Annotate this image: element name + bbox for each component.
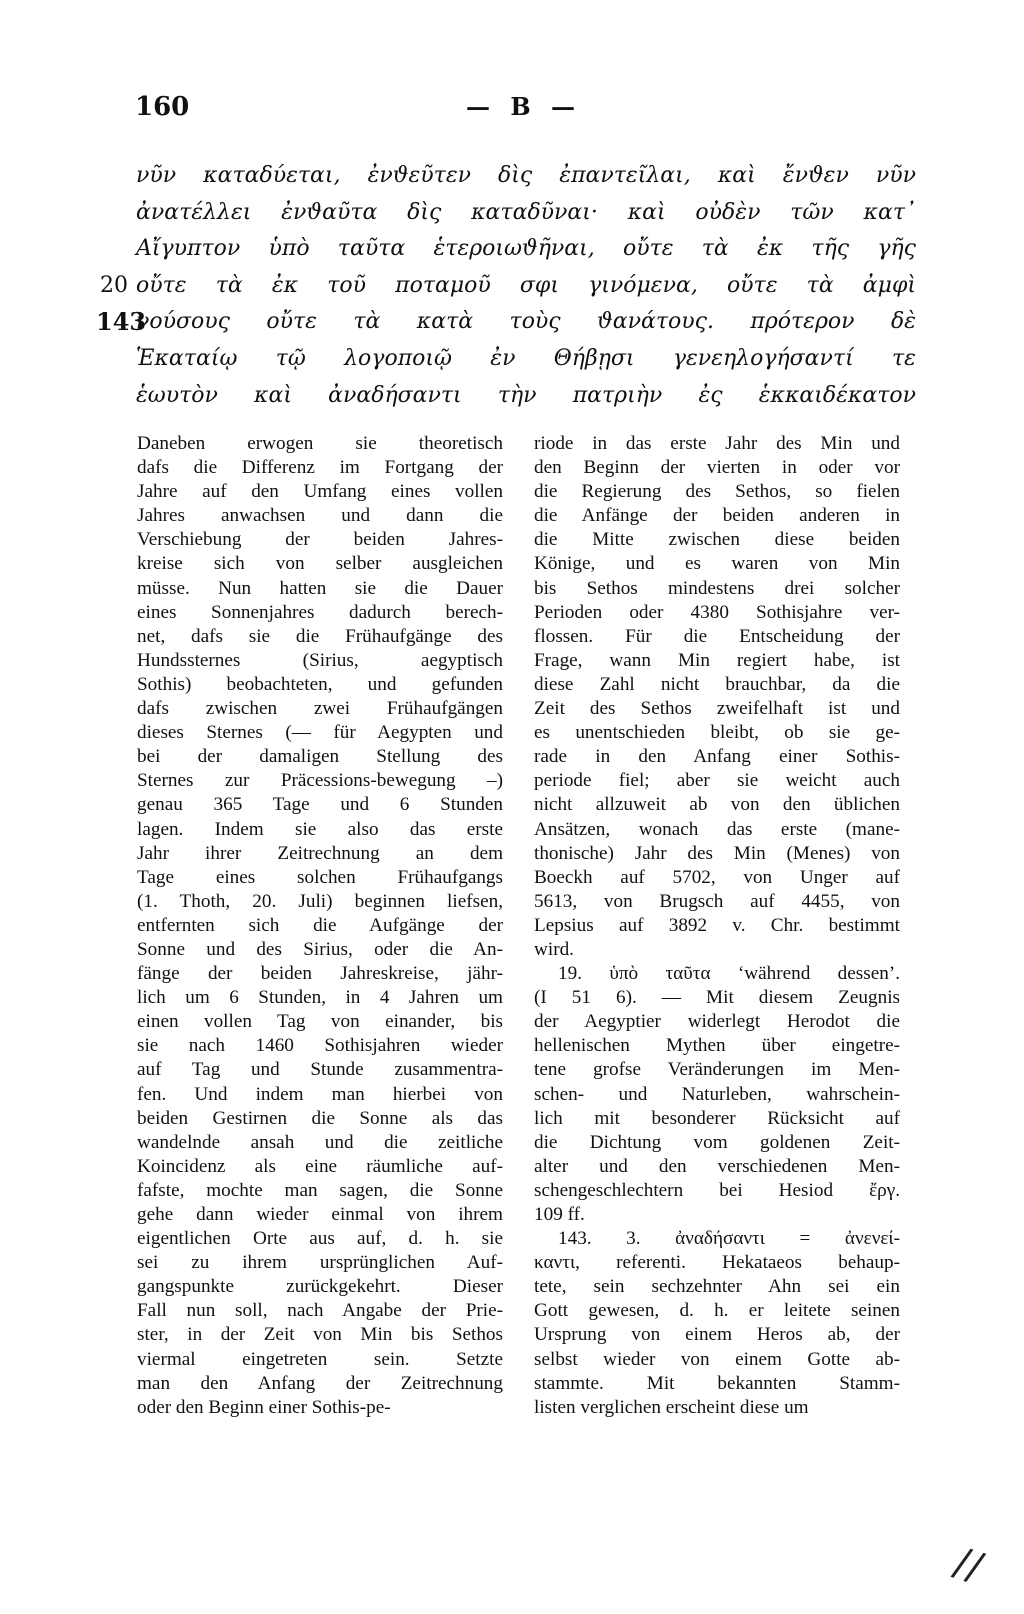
commentary-line: 19. ὑπὸ ταῦτα ‘während dessen’.	[558, 963, 900, 985]
commentary-line: Hundssternes (Sirius, aegyptisch	[137, 649, 503, 671]
commentary-line: wird.	[534, 938, 574, 960]
commentary-line: die Regierung des Sethos, so fielen	[534, 481, 900, 503]
commentary-line: stammte. Mit bekannten Stamm-	[534, 1372, 900, 1394]
commentary-line: schengeschlechtern bei Hesiod ἔργ.	[534, 1179, 900, 1201]
commentary-line: Verschiebung der beiden Jahres-	[137, 529, 503, 551]
commentary-line: Koincidenz als eine räumliche auf-	[137, 1155, 503, 1177]
commentary-line: 109 ff.	[534, 1204, 585, 1225]
commentary-line: die Anfänge der beiden anderen in	[534, 505, 900, 527]
commentary-line: lagen. Indem sie also das erste	[137, 818, 503, 840]
greek-line-text: νῦν καταδύεται, ἐνϑεῦτεν δὶς ἐπαντεῖλαι, καὶ ἔνϑεν νῦν	[136, 163, 916, 188]
commentary-line: Könige, und es waren von Min	[534, 553, 900, 575]
commentary-line: tene grofse Veränderungen im Men-	[534, 1059, 900, 1081]
commentary-line: der Aegyptier widerlegt Herodot die	[534, 1011, 900, 1033]
handwritten-mark: //	[948, 1538, 989, 1592]
greek-line	[100, 268, 916, 305]
commentary-line: Jahres anwachsen und dann die	[137, 505, 503, 527]
greek-line	[136, 158, 916, 195]
commentary-line: Daneben erwogen sie theoretisch	[137, 433, 503, 454]
commentary-line: Perioden oder 4380 Sothisjahre ver-	[534, 601, 900, 623]
commentary-line: Ansätzen, wonach das erste (mane-	[534, 818, 900, 840]
commentary-line: nicht allzuweit ab von den üblichen	[534, 794, 900, 816]
commentary-line: bis Sethos mindestens drei solcher	[534, 577, 900, 599]
greek-line-text: οὔτε τὰ ἐκ τοῦ ποταμοῦ σφι γινόμενα, οὔτε τὰ ἀμφὶ	[136, 272, 916, 298]
commentary-line: beiden Gestirnen die Sonne als das	[137, 1107, 503, 1129]
greek-line-text: νούσους οὔτε τὰ κατὰ τοὺς ϑανάτους. πρότερον δὲ	[136, 309, 916, 335]
commentary-line: thonische) Jahr des Min (Menes) von	[534, 842, 900, 864]
greek-line	[96, 304, 916, 341]
commentary-line: rade in den Anfang einer Sothis-	[534, 746, 900, 768]
commentary-line: es unentschieden bleibt, ob sie ge-	[534, 722, 900, 744]
commentary-line: net, dafs sie die Frühaufgänge des	[137, 625, 503, 647]
commentary-line: Frage, wann Min regiert habe, ist	[534, 649, 900, 671]
commentary-line: den Beginn der vierten in oder vor	[534, 457, 900, 479]
greek-line-text: ἑωυτὸν καὶ ἀναδήσαντι τὴν πατριὴν ἐς ἑκκαιδέκατον	[136, 382, 916, 408]
commentary-line: καντι, referenti. Hekataeos behaup-	[534, 1252, 900, 1274]
commentary-line: genau 365 Tage und 6 Stunden	[137, 794, 503, 816]
commentary-line: die Mitte zwischen diese beiden	[534, 529, 900, 551]
greek-line	[136, 378, 916, 415]
commentary-line: sei zu ihrem ursprünglichen Auf-	[137, 1252, 503, 1274]
commentary-line: auf Tag und Stunde zusammentra-	[137, 1059, 503, 1081]
commentary-line: (I 51 6). — Mit diesem Zeugnis	[534, 987, 900, 1009]
greek-line-text: Αἴγυπτον ὑπὸ ταῦτα ἑτεροιωϑῆναι, οὔτε τὰ ἐκ τῆς γῆς	[136, 236, 916, 262]
commentary-line: ster, in der Zeit von Min bis Sethos	[137, 1324, 503, 1346]
commentary-line: Zeit des Sethos zweifelhaft ist und	[534, 698, 900, 720]
commentary-line: sie nach 1460 Sothisjahren wieder	[137, 1035, 503, 1057]
commentary-line: einen vollen Tag von einander, bis	[137, 1011, 503, 1033]
commentary-line: tete, sein sechzehnter Ahn sei ein	[534, 1276, 900, 1298]
commentary-line: die Dichtung vom goldenen Zeit-	[534, 1131, 900, 1153]
commentary-line: Ursprung von einem Heros ab, der	[534, 1324, 900, 1346]
commentary-line: dieses Sternes (— für Aegypten und	[137, 722, 503, 744]
commentary-line: man den Anfang der Zeitrechnung	[137, 1372, 503, 1394]
greek-line-text: ἀνατέλλει ἐνϑαῦτα δὶς καταδῦναι· καὶ οὐδὲν τῶν κατ᾽	[136, 199, 916, 225]
commentary-line: wandelnde ansah und die zeitliche	[137, 1131, 503, 1153]
commentary-line: (1. Thoth, 20. Juli) beginnen liefsen,	[137, 890, 503, 912]
commentary-line: dafs die Differenz im Fortgang der	[137, 457, 503, 479]
commentary-line: fafste, mochte man sagen, die Sonne	[137, 1179, 503, 1201]
line-number: 20	[100, 272, 128, 298]
running-head: — B —	[466, 92, 581, 121]
commentary-line: Lepsius auf 3892 v. Chr. bestimmt	[534, 914, 900, 936]
commentary-line: gehe dann wieder einmal von ihrem	[137, 1204, 503, 1225]
commentary-line: lich mit besonderer Rücksicht auf	[534, 1107, 900, 1129]
commentary-line: Jahr ihrer Zeitrechnung an dem	[137, 842, 503, 864]
commentary-line: periode fiel; aber sie weicht auch	[534, 770, 900, 792]
commentary-line: hellenischen Mythen über eingetre-	[534, 1035, 900, 1057]
commentary-line: müsse. Nun hatten sie die Dauer	[137, 577, 503, 599]
commentary-line: flossen. Für die Entscheidung der	[534, 625, 900, 647]
commentary-left-column	[137, 432, 503, 1420]
commentary-line: Boeckh auf 5702, von Unger auf	[534, 866, 900, 888]
commentary-line: kreise sich von selber ausgleichen	[137, 553, 503, 575]
greek-line	[136, 341, 916, 378]
commentary-line: fen. Und indem man hierbei von	[137, 1083, 503, 1105]
greek-line-text: Ἑκαταίῳ τῷ λογοποιῷ ἐν Θήβῃσι γενεηλογήσαντί τε	[136, 345, 916, 371]
commentary-line: eigentlichen Orte aus auf, d. h. sie	[137, 1228, 503, 1250]
commentary-line: Tage eines solchen Frühaufgangs	[137, 866, 503, 888]
chapter-number: 143	[96, 307, 147, 337]
commentary-line: selbst wieder von einem Gotte ab-	[534, 1348, 900, 1370]
greek-line	[136, 231, 916, 268]
commentary-line: entfernten sich die Aufgänge der	[137, 914, 503, 936]
greek-line	[136, 195, 916, 232]
commentary-line: oder den Beginn einer Sothis-pe-	[137, 1396, 391, 1418]
greek-text-block	[96, 158, 916, 414]
commentary-line: schen- und Naturleben, wahrschein-	[534, 1083, 900, 1105]
commentary-line: fänge der beiden Jahreskreise, jähr-	[137, 963, 503, 985]
commentary-line: Sothis) beobachteten, und gefunden	[137, 673, 503, 695]
commentary-line: alter und den verschiedenen Men-	[534, 1155, 900, 1177]
commentary-line: Sternes zur Präcessions-bewegung –)	[137, 770, 503, 792]
commentary-line: viermal eingetreten sein. Setzte	[137, 1348, 503, 1370]
commentary-line: 143. 3. ἀναδήσαντι = ἀνενεί-	[558, 1228, 900, 1250]
commentary-line: Jahre auf den Umfang eines vollen	[137, 481, 503, 503]
commentary-line: listen verglichen erscheint diese um	[534, 1396, 809, 1418]
commentary-line: diese Zahl nicht brauchbar, da die	[534, 673, 900, 695]
commentary-right-column	[534, 432, 900, 1420]
commentary-line: dafs zwischen zwei Frühaufgängen	[137, 698, 503, 720]
commentary-line: Sonne und des Sirius, oder die An-	[137, 938, 503, 960]
commentary-line: bei der damaligen Stellung des	[137, 746, 503, 768]
commentary-line: eines Sonnenjahres dadurch berech-	[137, 601, 503, 623]
page-number: 160	[135, 92, 190, 122]
commentary-line: Fall nun soll, nach Angabe der Prie-	[137, 1300, 503, 1322]
commentary-line: riode in das erste Jahr des Min und	[534, 433, 900, 454]
commentary-line: 5613, von Brugsch auf 4455, von	[534, 890, 900, 912]
commentary-line: lich um 6 Stunden, in 4 Jahren um	[137, 987, 503, 1009]
commentary-line: gangspunkte zurückgekehrt. Dieser	[137, 1276, 503, 1298]
commentary-line: Gott gewesen, d. h. er leitete seinen	[534, 1300, 900, 1322]
